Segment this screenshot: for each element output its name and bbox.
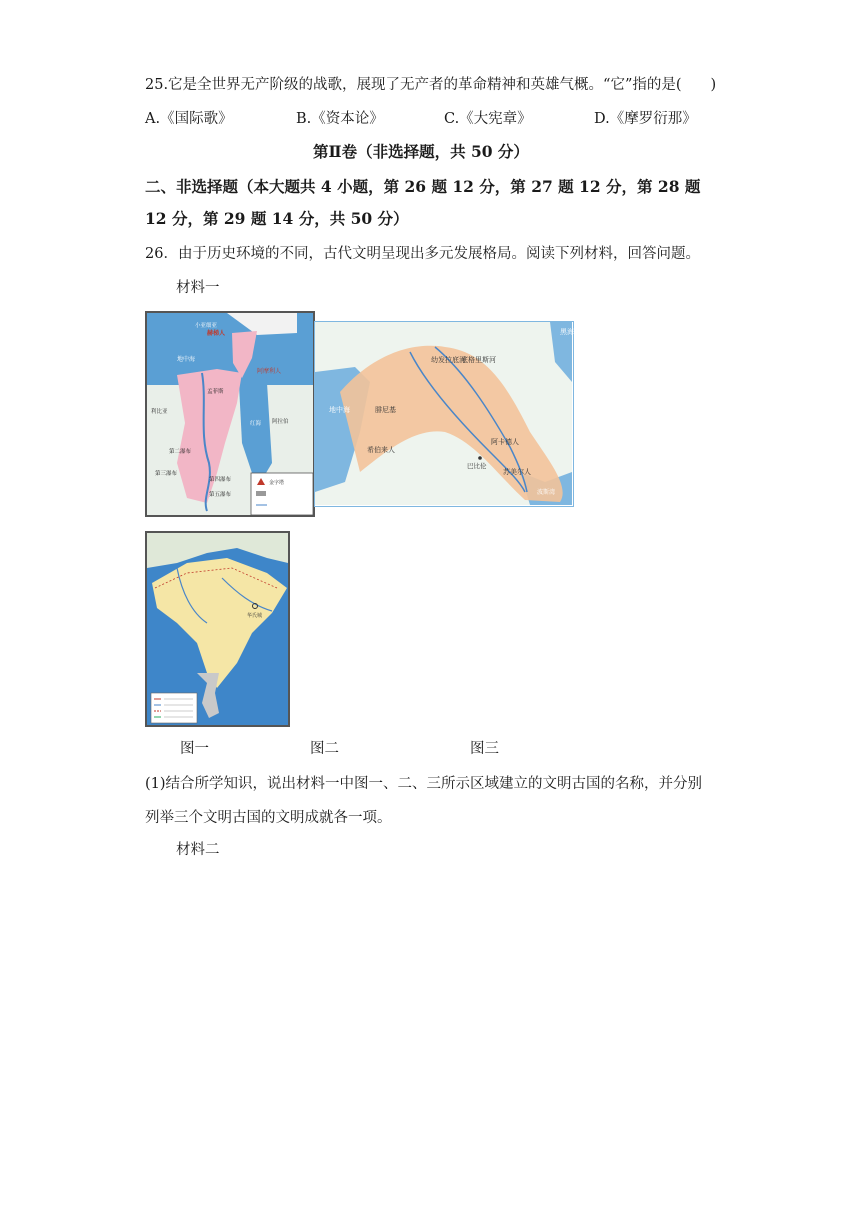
caption-figure-1: 图一 bbox=[180, 741, 209, 757]
map1-label-6: 第二瀑布 bbox=[169, 449, 192, 455]
section2-heading-2: 12 分，第 29 题 14 分，共 50 分） bbox=[145, 209, 409, 228]
caption-figure-3: 图三 bbox=[470, 741, 499, 757]
q26-sub1-line2: 列举三个文明古国的文明成就各一项。 bbox=[145, 810, 392, 826]
map1-label-2: 地中海 bbox=[177, 356, 196, 363]
map-egypt-svg bbox=[147, 313, 313, 515]
map2-label-9: 波斯湾 bbox=[537, 489, 556, 496]
map-mesopotamia-svg bbox=[315, 322, 572, 505]
q25-option-a: A.《国际歌》 bbox=[145, 111, 233, 127]
q25-option-d: D.《摩罗衍那》 bbox=[594, 111, 697, 127]
map2-label-4: 腓尼基 bbox=[375, 406, 396, 414]
map1-label-10: 红海 bbox=[250, 421, 262, 427]
map2-label-7: 巴比伦 bbox=[467, 462, 487, 470]
map2-label-2: 底格里斯河 bbox=[461, 356, 496, 364]
q26-stem: 26．由于历史环境的不同，古代文明呈现出多元发展格局。阅读下列材料，回答问题。 bbox=[145, 246, 700, 262]
caption-figure-2: 图二 bbox=[310, 741, 339, 757]
map1-label-1: 赫梯人 bbox=[207, 330, 226, 337]
map1-label-7: 第三瀑布 bbox=[155, 471, 178, 477]
map-mesopotamia bbox=[314, 321, 574, 507]
map2-label-5: 希伯来人 bbox=[367, 446, 395, 454]
map2-label-1: 幼发拉底河 bbox=[431, 356, 466, 364]
map1-label-3: 阿摩利人 bbox=[257, 368, 282, 375]
material2-label: 材料二 bbox=[176, 842, 220, 858]
material1-label: 材料一 bbox=[176, 280, 220, 296]
map-egypt bbox=[145, 311, 315, 517]
section2-heading-1: 二、非选择题（本大题共 4 小题，第 26 题 12 分，第 27 题 12 分，第 28 题 bbox=[145, 177, 701, 196]
map1-label-8: 第四瀑布 bbox=[209, 477, 232, 483]
map1-label-9: 第五瀑布 bbox=[209, 492, 232, 498]
map2-label-0: 黑海 bbox=[560, 328, 574, 336]
map3-label-0: 华氏城 bbox=[247, 613, 263, 619]
map1-label-12: 金字塔 bbox=[269, 480, 285, 486]
map1-label-11: 孟菲斯 bbox=[207, 389, 224, 395]
map1-label-5: 阿拉伯 bbox=[272, 419, 289, 425]
map-india-svg bbox=[147, 533, 288, 725]
map2-label-3: 地中海 bbox=[329, 406, 350, 414]
map2-label-8: 苏美尔人 bbox=[503, 468, 531, 476]
section2-title: 第Ⅱ卷（非选择题，共 50 分） bbox=[313, 142, 529, 161]
q26-sub1-line1: (1)结合所学知识，说出材料一中图一、二、三所示区域建立的文明古国的名称，并分别 bbox=[145, 776, 703, 792]
map-india bbox=[145, 531, 290, 727]
q25-option-b: B.《资本论》 bbox=[296, 111, 384, 127]
q25-option-c: C.《大宪章》 bbox=[444, 111, 532, 127]
q25-stem: 25.它是全世界无产阶级的战歌，展现了无产者的革命精神和英雄气概。“它”指的是( ) bbox=[145, 77, 717, 93]
map1-label-4: 利比亚 bbox=[151, 409, 168, 415]
map1-label-0: 小亚细亚 bbox=[195, 323, 218, 329]
map2-label-6: 阿卡德人 bbox=[491, 438, 519, 446]
